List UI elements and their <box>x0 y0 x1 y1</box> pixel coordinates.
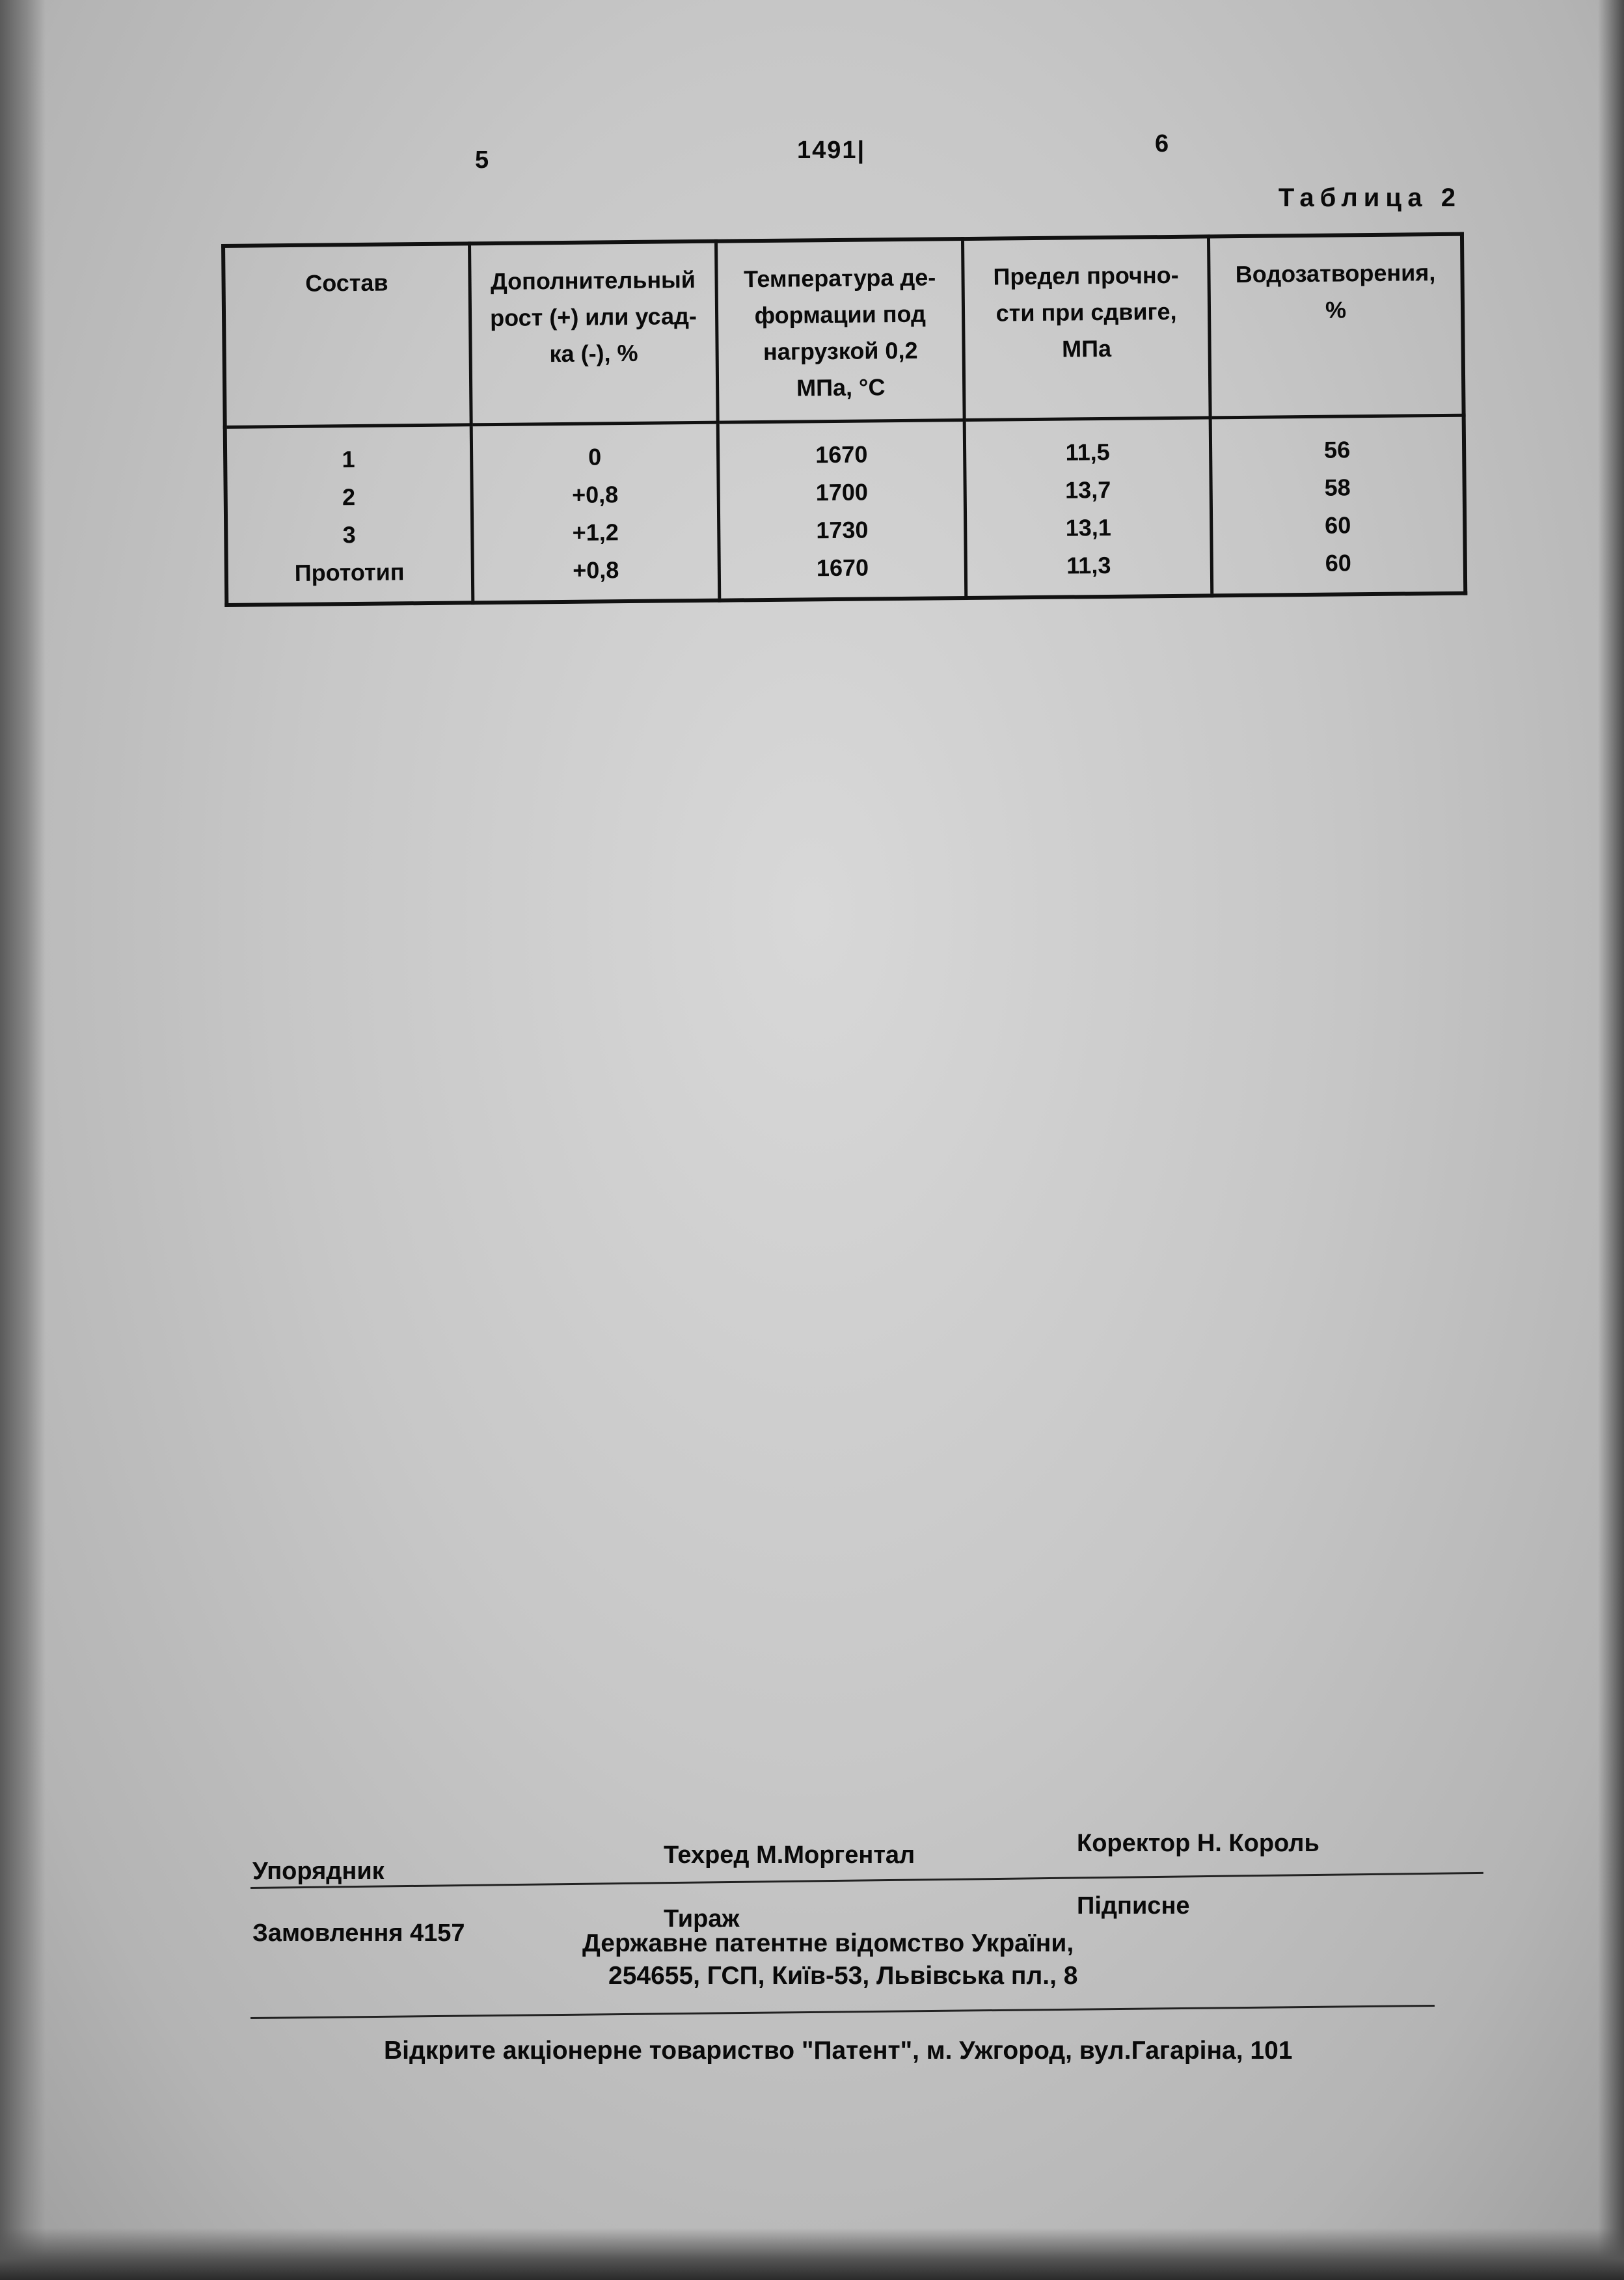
table-cell: 11,5 <box>1065 438 1110 466</box>
table-cell: 13,1 <box>1065 513 1111 541</box>
page-edge-shadow-right <box>1598 0 1624 2280</box>
table-cell: 60 <box>1324 511 1351 539</box>
footer-compiler: Упорядник <box>252 1858 385 1885</box>
footer-publisher: Відкрите акціонерне товариство "Патент", м. Ужгород, вул.Гагаріна, 101 <box>384 2037 1293 2065</box>
table-cell: 1670 <box>816 554 869 582</box>
header-composition: Состав <box>223 243 471 427</box>
page-edge-shadow-left <box>0 0 46 2280</box>
table-body <box>225 415 1466 605</box>
header-deformation-temperature: Температура де- формации под нагрузкой 0,2 МПа, °С <box>716 239 964 422</box>
table-cell: +1,2 <box>572 519 619 546</box>
footer-subscription: Підписне <box>1077 1892 1190 1920</box>
footer-office-address: 254655, ГСП, Київ-53, Львівська пл., 8 <box>608 1962 1078 1990</box>
column-number-left: 5 <box>475 146 489 174</box>
table-cell: 1730 <box>816 516 869 544</box>
column-composition-values <box>225 425 473 605</box>
table-cell: 1670 <box>815 441 868 468</box>
column-growth-values <box>471 422 720 603</box>
table-cell: 1 <box>342 446 355 473</box>
table-cell: 11,3 <box>1066 551 1111 579</box>
footer-print-run: Тираж <box>664 1905 740 1933</box>
table-cell: 2 <box>342 483 356 511</box>
table-cell: 3 <box>342 521 356 549</box>
footer-rule-middle <box>250 2005 1435 2019</box>
table-caption: Таблица 2 <box>1278 183 1461 212</box>
table-cell: 13,7 <box>1064 476 1111 504</box>
footer-corrector: Коректор Н. Король <box>1077 1830 1320 1857</box>
footer-rule-top <box>250 1872 1483 1889</box>
footer-order-number: Замовлення 4157 <box>252 1920 465 1947</box>
table-cell: +0,8 <box>573 556 619 584</box>
table-container <box>221 232 1467 607</box>
patent-page-number: 1491| <box>797 137 866 164</box>
header-shear-strength: Предел прочно- сти при сдвиге, МПа <box>963 236 1211 420</box>
column-water-values <box>1210 415 1465 595</box>
footer-patent-office: Державне патентне відомство України, <box>582 1929 1074 1957</box>
table-cell: Прототип <box>294 558 405 586</box>
footer-techred: Техред М.Моргентал <box>664 1841 915 1869</box>
table-header-row <box>223 234 1464 428</box>
table-cell: 60 <box>1325 549 1351 577</box>
page-edge-shadow-bottom <box>0 2228 1624 2280</box>
table-cell: 0 <box>588 443 602 470</box>
column-strength-values <box>964 418 1212 598</box>
table-cell: 1700 <box>815 478 869 506</box>
table-cell: 58 <box>1324 474 1351 501</box>
header-growth-shrinkage: Дополнительный рост (+) или усад- ка (-), % <box>469 241 718 425</box>
table-cell: +0,8 <box>571 481 619 508</box>
header-water-ratio: Водозатворения, % <box>1208 234 1463 418</box>
table-cell: 56 <box>1323 436 1351 463</box>
column-number-right: 6 <box>1155 130 1169 157</box>
column-temperature-values <box>718 420 966 601</box>
properties-table <box>221 232 1467 607</box>
